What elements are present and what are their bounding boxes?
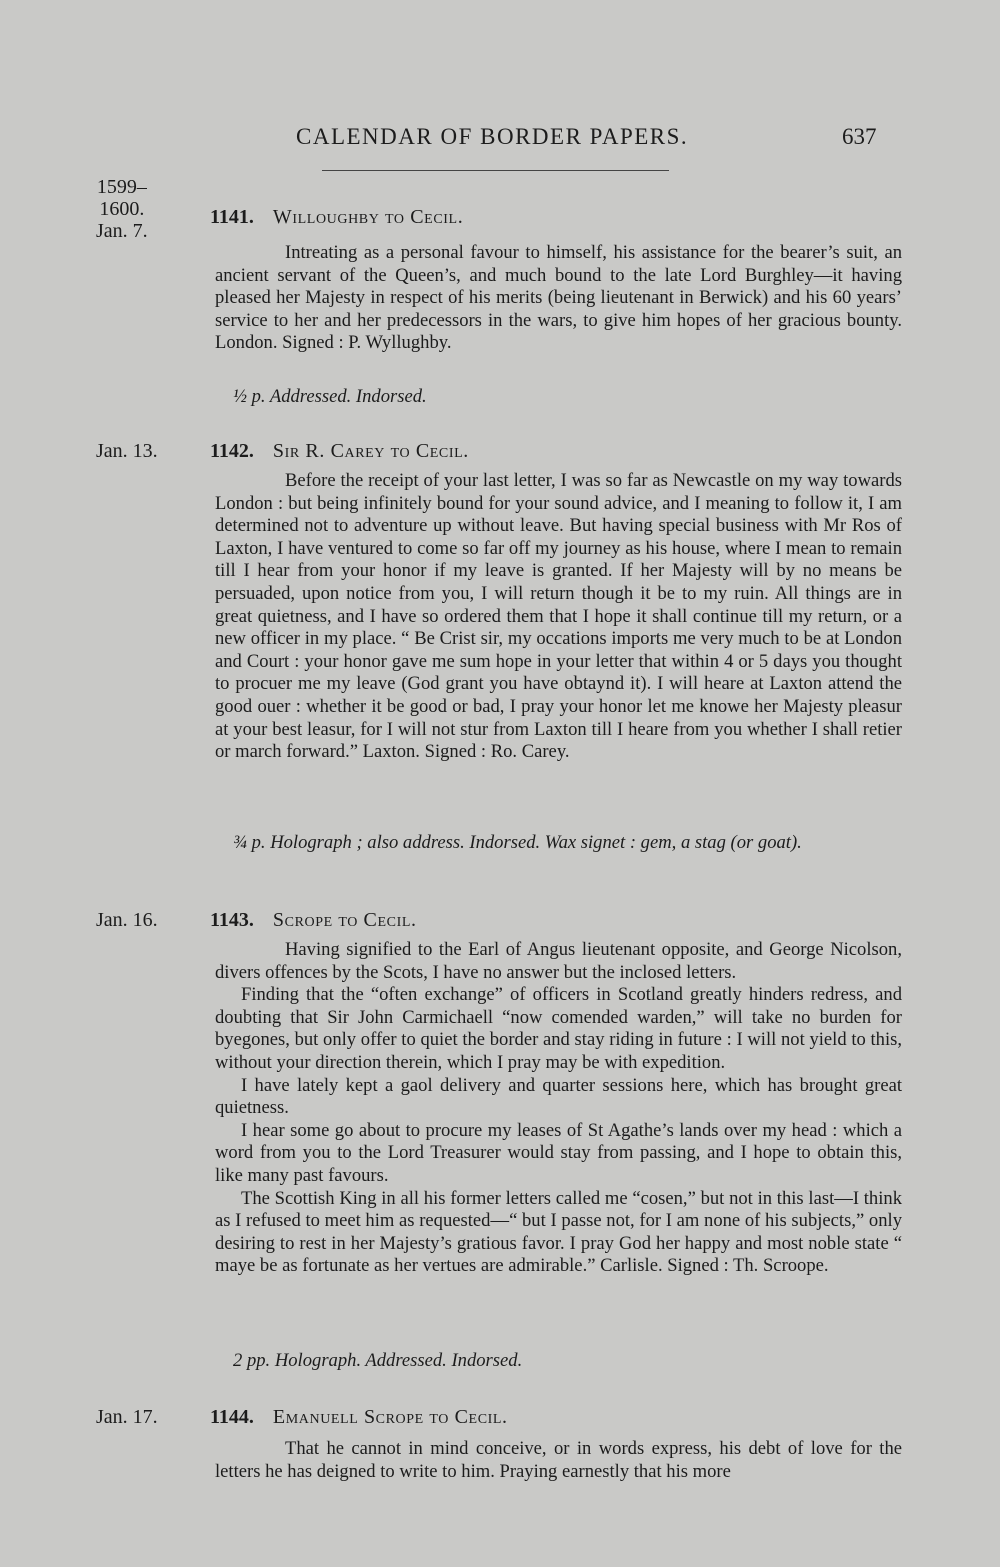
- entry-paragraph: That he cannot in mind conceive, or in words express, his debt of love for the letters he has deigned to write to him. Praying earnestly that his more: [215, 1438, 902, 1482]
- entry-meta: 2 pp. Holograph. Addressed. Indorsed.: [233, 1350, 523, 1371]
- entry-paragraph: Before the receipt of your last letter, I was so far as Newcastle on my way towards London : but being infinitely bound for your sound advice, and I meaning to follow it, I am determined not to adventure up without leave. But having special business with Mr Ros of Laxton, I have ventured to come so far off my journey as his house, where I mean to remain till I hear from your honor if my leave is granted. If her Majesty will by no means be persuaded, upon notice from you, I will return though it be to my ruin. All things are in great quietness, and I have so ordered them that I hope it shall continue till my return, or a new officer in my place. “ Be Crist sir, my occations imports me very much to be at London and Court : your honor gave me sum hope in your letter that within 4 or 5 days you thought to procuer me my leave (God grant you have obtaynd it). I will heare at Laxton attend the good ouer : whether it be good or bad, I pray your honor let me knowe her Majesty pleasur at your best leasur, for I will not stur from Laxton till I heare from you whether I shall retier or march forward.” Laxton. Signed : Ro. Carey.: [215, 470, 902, 763]
- entry-number: 1144.: [210, 1406, 254, 1428]
- entry-body: [215, 1438, 902, 1483]
- entry-title: Scrope to Cecil.: [272, 909, 417, 931]
- entry-paragraph: I have lately kept a gaol delivery and quarter sessions here, which has brought great quietness.: [215, 1074, 902, 1119]
- entry-body: [215, 470, 902, 764]
- entry-heading: [210, 440, 469, 463]
- entry-number: 1143.: [210, 909, 254, 931]
- entry-body: [215, 242, 902, 355]
- entry-number: 1142.: [210, 440, 254, 462]
- entry-title: Sir R. Carey to Cecil.: [272, 440, 469, 462]
- entry-date: Jan. 13.: [96, 440, 158, 462]
- entry-meta: ¾ p. Holograph ; also address. Indorsed. Wax signet : gem, a stag (or goat).: [233, 832, 802, 853]
- header-rule: [322, 170, 669, 171]
- entry-number: 1141.: [210, 206, 254, 228]
- page-number: 637: [842, 124, 877, 149]
- entry-date: Jan. 17.: [96, 1406, 158, 1428]
- entry-date: 1599– 1600. Jan. 7.: [96, 176, 148, 242]
- running-head: CALENDAR OF BORDER PAPERS.: [296, 124, 689, 149]
- entry-paragraph: Finding that the “often exchange” of officers in Scotland greatly hinders redress, and doubting that Sir John Carmichaell “now comended warden,” will take no burden for byegones, but only offer to quiet the border and stay riding in future : I will not yield to this, without your direction therein, which I pray may be with expedition.: [215, 984, 902, 1073]
- entry-date: Jan. 16.: [96, 909, 158, 931]
- entry-meta: ½ p. Addressed. Indorsed.: [233, 386, 427, 407]
- entry-title: Willoughby to Cecil.: [272, 206, 464, 228]
- entry-title: Emanuell Scrope to Cecil.: [272, 1406, 508, 1428]
- entry-paragraph: Intreating as a personal favour to himself, his assistance for the bearer’s suit, an ancient servant of the Queen’s, and much bound to the late Lord Burghley—it having pleased her Majesty in respect of his merits (being lieutenant in Berwick) and his 60 years’ service to her and her predecessors in the wars, to give him hopes of her gracious bounty. London. Signed : P. Wyllughby.: [215, 242, 902, 354]
- entry-heading: [210, 909, 417, 932]
- entry-paragraph: Having signified to the Earl of Angus lieutenant opposite, and George Nicolson, divers offences by the Scots, I have no answer but the inclosed letters.: [215, 939, 902, 983]
- entry-heading: [210, 1406, 508, 1429]
- entry-heading: [210, 206, 463, 229]
- entry-body: [215, 939, 902, 1278]
- entry-paragraph: I hear some go about to procure my leases of St Agathe’s lands over my head : which a word from you to the Lord Treasurer would stay from passing, and I hope to obtain this, like many past favours.: [215, 1119, 902, 1186]
- entry-paragraph: The Scottish King in all his former letters called me “cosen,” but not in this last—I think as I refused to meet him as requested—“ but I passe not, for I am none of his subjects,” only desiring to rest in her Majesty’s gratious favor. I pray God her happy and most noble state “ maye be as fortunate as her vertues are admirable.” Carlisle. Signed : Th. Scroope.: [215, 1187, 902, 1277]
